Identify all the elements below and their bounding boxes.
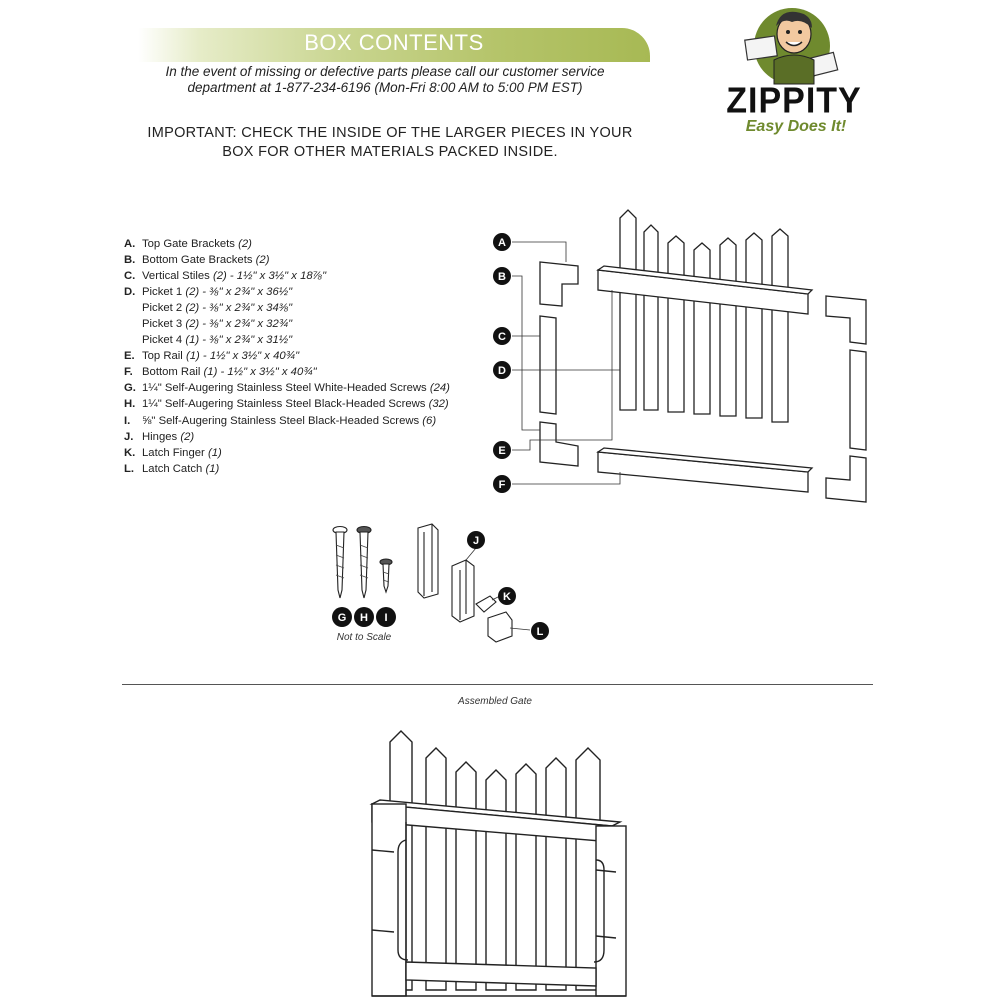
callout-d: D [498,365,506,377]
picket [456,762,476,990]
callout-e: E [498,445,506,457]
callout-k: K [503,591,511,603]
callout-j: J [472,535,480,547]
parts-list [124,236,504,477]
list-item: G. 1¼" Self-Augering Stainless Steel White-Headed Screws (24) [124,382,450,395]
left-stile [372,804,406,996]
page-title: BOX CONTENTS [304,30,484,55]
brand-name: ZIPPITY [726,81,862,121]
exploded-parts-diagram [480,200,880,510]
support-line-1: In the event of missing or defective parts please call our customer service [165,64,605,79]
vertical-stile [850,350,866,450]
bottom-gate-bracket [540,422,578,466]
latch-finger [476,596,496,612]
list-item: Picket 3 (2) - ⅜" x 2¾" x 32¾" [142,318,293,331]
list-item: Picket 4 (1) - ⅜" x 2¾" x 31½" [142,334,293,347]
picket [772,229,788,422]
picket [546,758,566,990]
assembled-gate-caption: Assembled Gate [458,696,532,707]
list-item: D. Picket 1 (2) - ⅜" x 2¾" x 36½" [124,286,293,299]
important-line-2: BOX FOR OTHER MATERIALS PACKED INSIDE. [222,144,558,160]
bottom-gate-bracket [826,456,866,502]
callout-i: I [384,612,388,624]
callout-a: A [498,237,506,249]
list-item: I. ⅝" Self-Augering Stainless Steel Black-Headed Screws (6) [124,414,437,427]
callout-f: F [498,479,506,491]
important-notice [120,124,660,162]
important-line-1: IMPORTANT: CHECK THE INSIDE OF THE LARGER PIECES IN YOUR [147,125,633,141]
support-line-2: department at 1-877-234-6196 (Mon-Fri 8:00 AM to 5:00 PM EST) [187,80,583,95]
callout-h: H [360,612,368,624]
callout-l: L [536,626,544,638]
list-item: H. 1¼" Self-Augering Stainless Steel Black-Headed Screws (32) [124,398,449,411]
list-item: Picket 2 (2) - ⅜" x 2¾" x 34⅜" [142,302,293,315]
list-item: B. Bottom Gate Brackets (2) [124,254,270,267]
section-divider [122,684,873,685]
latch-catch [488,612,512,642]
picket [720,238,736,416]
top-gate-bracket [826,296,866,344]
list-item: L. Latch Catch (1) [124,462,220,475]
not-to-scale-caption: Not to Scale [336,632,392,643]
right-stile [596,826,626,996]
callout-g: G [337,612,347,624]
picket [426,748,446,990]
list-item: K. Latch Finger (1) [124,446,222,459]
top-gate-bracket [540,262,578,306]
picket [620,210,636,410]
hardware-diagram [320,515,560,650]
list-item: F. Bottom Rail (1) - 1½" x 3½" x 40¾" [124,366,317,379]
assembled-gate-diagram [360,725,640,1000]
list-item: A. Top Gate Brackets (2) [124,238,252,250]
callout-b: B [498,271,506,283]
picket [694,243,710,414]
list-item: J. Hinges (2) [124,430,195,443]
hinge [418,524,438,598]
vertical-stile [540,316,556,414]
list-item: C. Vertical Stiles (2) - 1½" x 3½" x 18⅞" [124,270,327,283]
customer-service-note [150,64,620,96]
picket [746,233,762,418]
brand-tagline: Easy Does It! [745,118,847,135]
list-item: E. Top Rail (1) - 1½" x 3½" x 40¾" [124,350,300,363]
hinge [452,560,474,622]
picket [668,236,684,412]
mascot-logo [742,4,842,88]
picket [644,225,658,410]
callout-c: C [498,331,506,343]
picket [516,764,536,990]
picket [486,770,506,990]
